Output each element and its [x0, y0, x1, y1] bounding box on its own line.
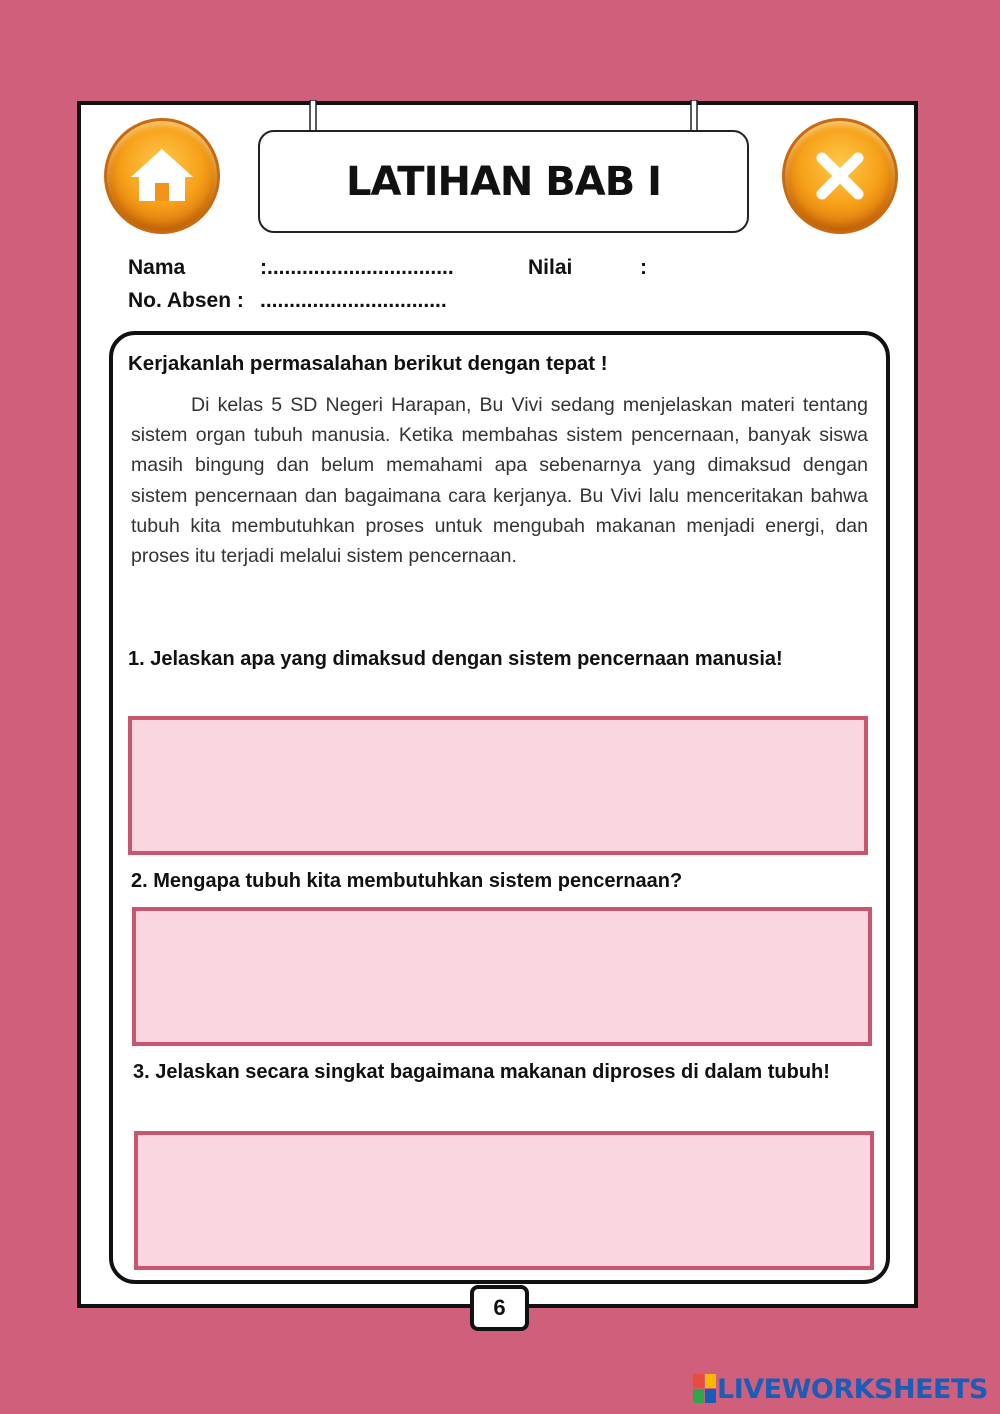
liveworksheets-logo-icon: [693, 1374, 717, 1404]
answer-box-1[interactable]: [128, 716, 868, 855]
question-3: 3. Jelaskan secara singkat bagaimana makanan diproses di dalam tubuh!: [133, 1061, 830, 1083]
nilai-label: Nilai: [528, 256, 573, 279]
close-button[interactable]: [782, 118, 898, 234]
home-button[interactable]: [104, 118, 220, 234]
nama-field[interactable]: :................................: [260, 256, 454, 279]
page-number: 6: [470, 1285, 529, 1331]
question-2: 2. Mengapa tubuh kita membutuhkan sistem pencernaan?: [131, 870, 683, 892]
nama-label: Nama: [128, 256, 186, 279]
question-1: 1. Jelaskan apa yang dimaksud dengan sistem pencernaan manusia!: [128, 648, 783, 670]
title-board: [258, 130, 749, 233]
page-title: LATIHAN BAB I: [345, 158, 662, 205]
nilai-field: :: [640, 256, 647, 279]
absen-label: No. Absen :: [128, 289, 244, 312]
home-icon: [107, 121, 217, 231]
answer-box-3[interactable]: [134, 1131, 874, 1270]
instruction-text: Kerjakanlah permasalahan berikut dengan tepat !: [128, 352, 608, 375]
absen-field[interactable]: ................................: [260, 289, 447, 312]
liveworksheets-logo[interactable]: [693, 1372, 988, 1406]
close-icon: [785, 121, 895, 231]
answer-box-2[interactable]: [132, 907, 872, 1046]
brand-text: LIVEWORKSHEETS: [717, 1373, 988, 1405]
story-paragraph: Di kelas 5 SD Negeri Harapan, Bu Vivi sedang menjelaskan materi tentang sistem organ tubuh manusia. Ketika membahas sistem pencernaan, banyak siswa masih bingung dan belum memahami apa sebenarnya yang dimaksud dengan sistem pencernaan dan bagaimana cara kerjanya. Bu Vivi lalu menceritakan bahwa tubuh kita membutuhkan proses untuk mengubah makanan menjadi energi, dan proses itu terjadi melalui sistem pencernaan.: [131, 394, 868, 568]
